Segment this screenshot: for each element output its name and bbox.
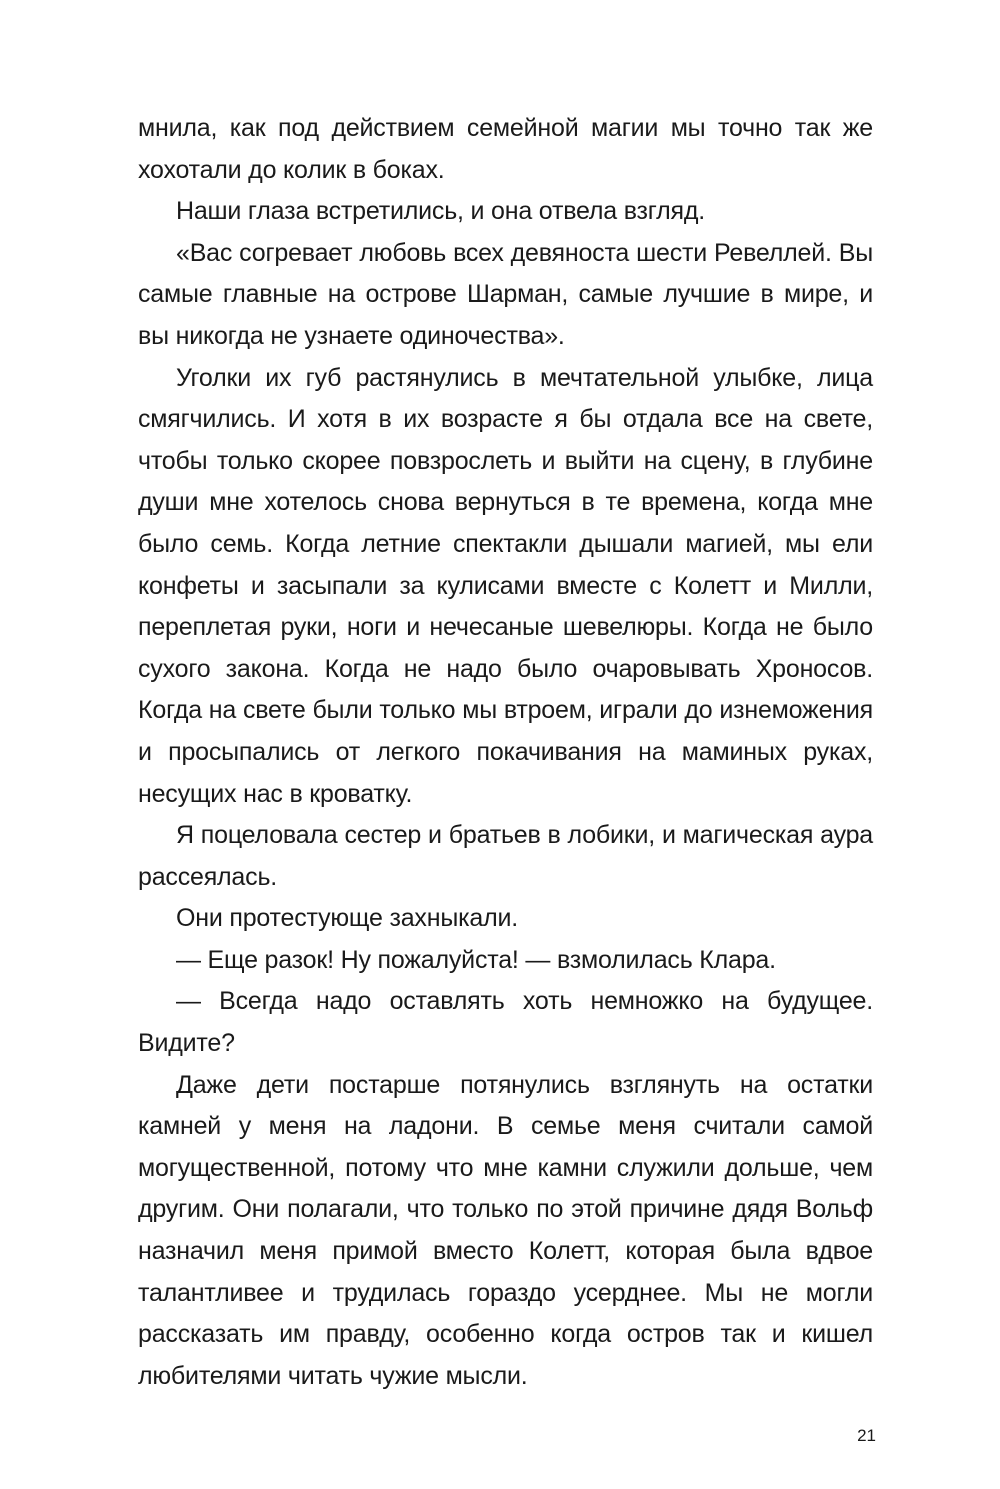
paragraph-7: — Еще разок! Ну пожалуйста! — взмолилась Клара. [176, 945, 776, 974]
paragraph-3: «Вас согревает любовь всех девяноста шести Ревеллей. Вы самые главные на острове Шарман, самые лучшие в мире, и вы никогда не узнаете одиночества». [138, 238, 873, 350]
paragraph-5: Я поцеловала сестер и братьев в лобики, и магическая аура рассеялась. [138, 821, 873, 891]
paragraph-6: Они протестующе захныкали. [176, 904, 518, 933]
body-text [138, 108, 873, 1397]
paragraph-9: Даже дети постарше потянулись взглянуть на остатки камней у меня на ладони. В семье меня считали самой могущественной, потому что мне камни служили дольше, чем другим. Они полагали, что только по этой причине дядя Вольф назначил меня примой вместо Колетт, которая была вдвое талантливее и трудилась гораздо усерднее. Мы не могли рассказать им правду, особенно когда остров так и кишел любителями читать чужие мысли. [138, 1070, 873, 1390]
paragraph-8: — Всегда надо оставлять хоть немножко на будущее. Видите? [138, 987, 873, 1058]
paragraph-1: мнила, как под действием семейной магии мы точно так же хохотали до колик в боках. [138, 114, 873, 184]
page-number: 21 [857, 1426, 876, 1445]
paragraph-4: Уголки их губ растянулись в мечтательной улыбке, лица смягчились. И хотя в их возрасте я бы отдала все на свете, чтобы только скорее повзрослеть и выйти на сцену, в глубине души мне хотелось снова вернуться в те времена, когда мне было семь. Когда летние спектакли дышали магией, мы ели конфеты и засыпали за кулисами вместе с Колетт и Милли, переплетая руки, ноги и нечесаные шевелюры. Когда не было сухого закона. Когда не надо было очаровывать Хроносов. Когда на свете были только мы втроем, играли до изнеможения и просыпались от легкого покачивания на маминых руках, несущих нас в кроватку. [138, 363, 873, 808]
paragraph-2: Наши глаза встретились, и она отвела взгляд. [176, 197, 706, 226]
